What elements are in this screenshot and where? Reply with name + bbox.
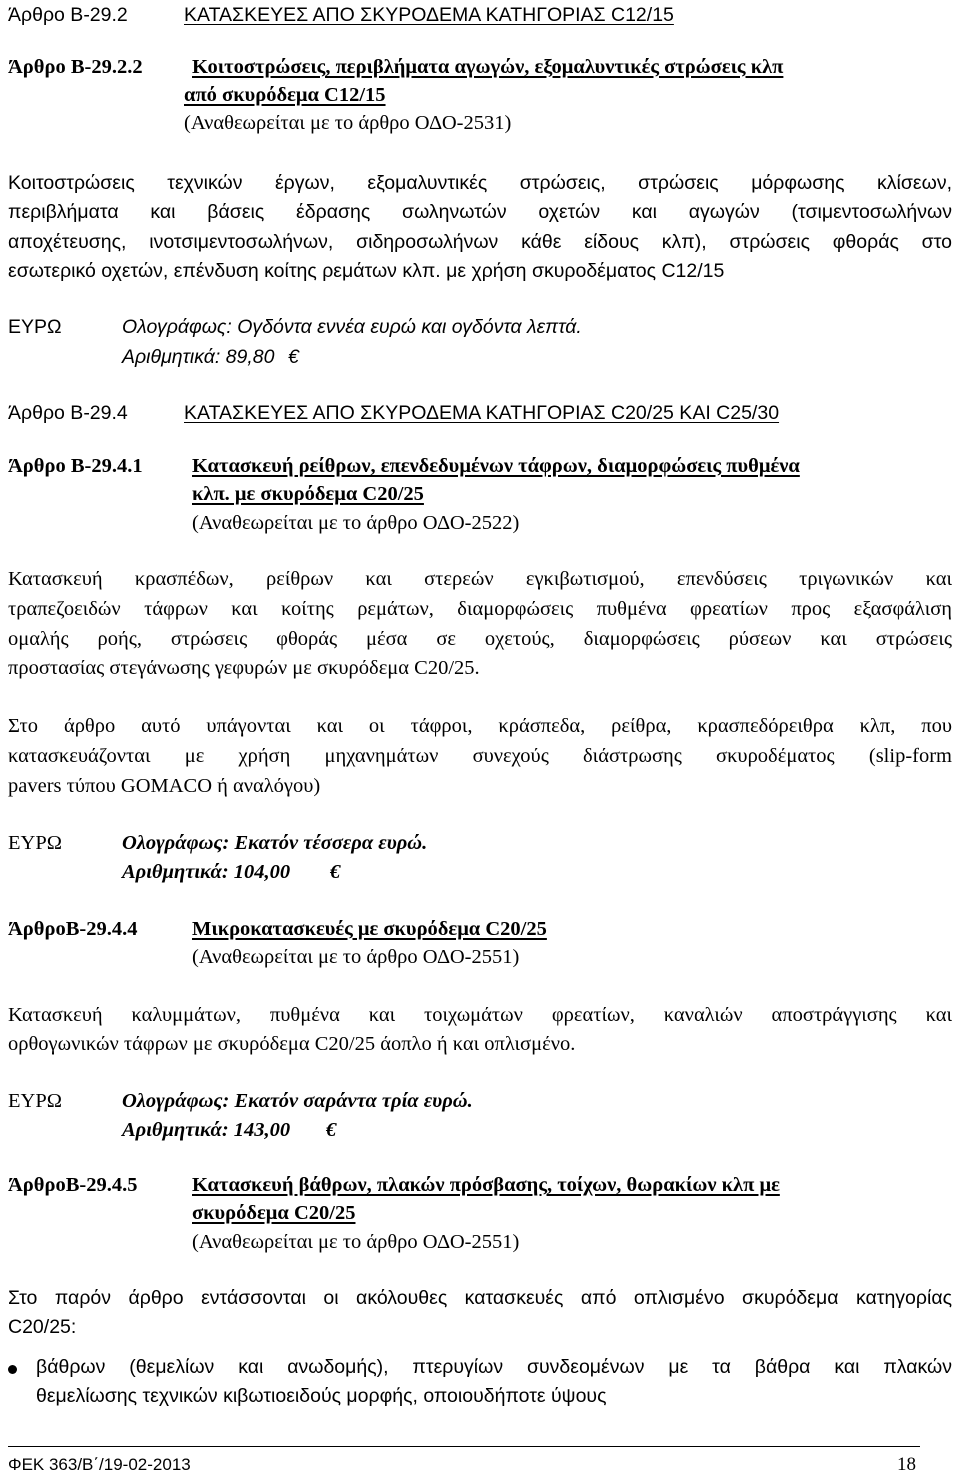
- article-code: ΆρθροΒ-29.4.4: [8, 918, 138, 940]
- body-line: Στο άρθρο αυτό υπάγονται και οι τάφροι, κράσπεδα, ρείθρα, κρασπεδόρειθρα κλπ, που: [8, 715, 952, 737]
- article-code: Άρθρο Β-29.4.1: [8, 455, 143, 477]
- section-title: ΚΑΤΑΣΚΕΥΕΣ ΑΠΟ ΣΚΥΡΟΔΕΜΑ ΚΑΤΗΓΟΡΙΑΣ C20/25 ΚΑΙ C25/30: [184, 402, 780, 424]
- price-in-words: Ολογράφως: Ογδόντα εννέα ευρώ και ογδόντα λεπτά.: [122, 316, 582, 338]
- body-line: Στο παρόν άρθρο εντάσσονται οι ακόλουθες κατασκευές από οπλισμένο σκυρόδεμα κατηγορίας: [8, 1287, 952, 1309]
- page-number: 18: [897, 1454, 916, 1475]
- euro-sign: €: [326, 1119, 337, 1141]
- currency-label: ΕΥΡΩ: [8, 316, 62, 338]
- article-title-line-2: από σκυρόδεμα C12/15: [184, 84, 386, 106]
- body-line: pavers τύπου GOMACO ή αναλόγου): [8, 775, 321, 797]
- body-line: κατασκευάζονται με χρήση μηχανημάτων συνεχούς διάστρωσης σκυροδέματος (slip-form: [8, 745, 952, 767]
- price-numeric: Αριθμητικά: 143,00: [122, 1119, 291, 1141]
- body-line: ομαλής ροής, στρώσεις φθοράς μέσα σε οχετούς, διαμορφώσεις ρύσεων και στρώσεις: [8, 628, 952, 650]
- section-title: ΚΑΤΑΣΚΕΥΕΣ ΑΠΟ ΣΚΥΡΟΔΕΜΑ ΚΑΤΗΓΟΡΙΑΣ C12/15: [184, 4, 674, 26]
- revision-note: (Αναθεωρείται με το άρθρο ΟΔΟ-2551): [192, 946, 520, 968]
- body-line: Κατασκευή κρασπέδων, ρείθρων και στερεών εγκιβωτισμού, επενδύσεις τριγωνικών και: [8, 568, 952, 590]
- article-code: Άρθρο Β-29.2.2: [8, 56, 143, 78]
- bullet-item-line: βάθρων (θεμελίων και ανωδομής), πτερυγίων συνδεομένων με τα βάθρα και πλακών: [36, 1356, 952, 1378]
- footer-rule: [8, 1446, 920, 1447]
- page-footer: [8, 1454, 952, 1476]
- body-line: προστασίας στεγάνωσης γεφυρών με σκυρόδεμα C20/25.: [8, 657, 480, 679]
- body-line: περιβλήματα και βάσεις έδρασης σωληνωτών οχετών και αγωγών (τσιμεντοσωλήνων: [8, 201, 952, 223]
- gazette-reference: ΦΕΚ 363/Β΄/19-02-2013: [8, 1455, 191, 1474]
- body-line: εσωτερικό οχετών, επένδυση κοίτης ρεμάτων κλπ. με χρήση σκυροδέματος C12/15: [8, 260, 725, 282]
- euro-sign: €: [288, 346, 299, 368]
- price-numeric: Αριθμητικά: 104,00: [122, 861, 291, 883]
- body-line: αποχέτευσης, ινοτσιμεντοσωλήνων, σιδηροσωλήνων κάθε είδους κλπ), στρώσεις φθοράς στο: [8, 231, 952, 253]
- price-in-words: Ολογράφως: Εκατόν τέσσερα ευρώ.: [122, 832, 428, 854]
- article-title-line-2: σκυρόδεμα C20/25: [192, 1202, 356, 1224]
- price-block-2922: [8, 314, 952, 340]
- section-header-294: [8, 400, 952, 426]
- price-numeric: Αριθμητικά: 89,80: [122, 346, 275, 368]
- body-line: C20/25:: [8, 1316, 77, 1338]
- article-title-line-1: Κοιτοστρώσεις, περιβλήματα αγωγών, εξομαλυντικές στρώσεις κλπ: [192, 56, 784, 78]
- article-2944-heading: [8, 916, 952, 942]
- bullet-item-line: θεμελίωσης τεχνικών κιβωτιοειδούς μορφής, οποιουδήποτε ύψους: [36, 1385, 607, 1407]
- euro-sign: €: [330, 861, 341, 883]
- article-2945-heading: [8, 1172, 952, 1198]
- body-line: τραπεζοειδών τάφρων και κοίτης ρεμάτων, διαμορφώσεις πυθμένα φρεατίων προς εξασφάλιση: [8, 598, 952, 620]
- currency-label: ΕΥΡΩ: [8, 1090, 62, 1112]
- currency-label: ΕΥΡΩ: [8, 832, 62, 854]
- body-line: ορθογωνικών τάφρων με σκυρόδεμα C20/25 άοπλο ή και οπλισμένο.: [8, 1033, 576, 1055]
- price-in-words: Ολογράφως: Εκατόν σαράντα τρία ευρώ.: [122, 1090, 473, 1112]
- price-block-2941: [8, 830, 952, 856]
- bullet-icon: [8, 1365, 17, 1374]
- revision-note: (Αναθεωρείται με το άρθρο ΟΔΟ-2551): [192, 1231, 520, 1253]
- article-code: ΆρθροΒ-29.4.5: [8, 1174, 138, 1196]
- article-code: Άρθρο Β-29.4: [8, 402, 128, 424]
- revision-note: (Αναθεωρείται με το άρθρο ΟΔΟ-2531): [184, 112, 512, 134]
- section-header-2922: [8, 2, 952, 28]
- article-2922-heading: [8, 54, 952, 80]
- article-title-line-2: κλπ. με σκυρόδεμα C20/25: [192, 483, 424, 505]
- article-2941-heading: [8, 453, 952, 479]
- article-title: Μικροκατασκευές με σκυρόδεμα C20/25: [192, 918, 547, 940]
- article-title-line-1: Κατασκευή ρείθρων, επενδεδυμένων τάφρων, διαμορφώσεις πυθμένα: [192, 455, 800, 477]
- revision-note: (Αναθεωρείται με το άρθρο ΟΔΟ-2522): [192, 512, 520, 534]
- body-line: Κοιτοστρώσεις τεχνικών έργων, εξομαλυντικές στρώσεις, στρώσεις μόρφωσης κλίσεων,: [8, 172, 952, 194]
- body-line: Κατασκευή καλυμμάτων, πυθμένα και τοιχωμάτων φρεατίων, καναλιών αποστράγγισης και: [8, 1004, 952, 1026]
- article-title-line-1: Κατασκευή βάθρων, πλακών πρόσβασης, τοίχων, θωρακίων κλπ με: [192, 1174, 780, 1196]
- price-block-2944: [8, 1088, 952, 1114]
- article-code: Άρθρο Β-29.2: [8, 4, 128, 26]
